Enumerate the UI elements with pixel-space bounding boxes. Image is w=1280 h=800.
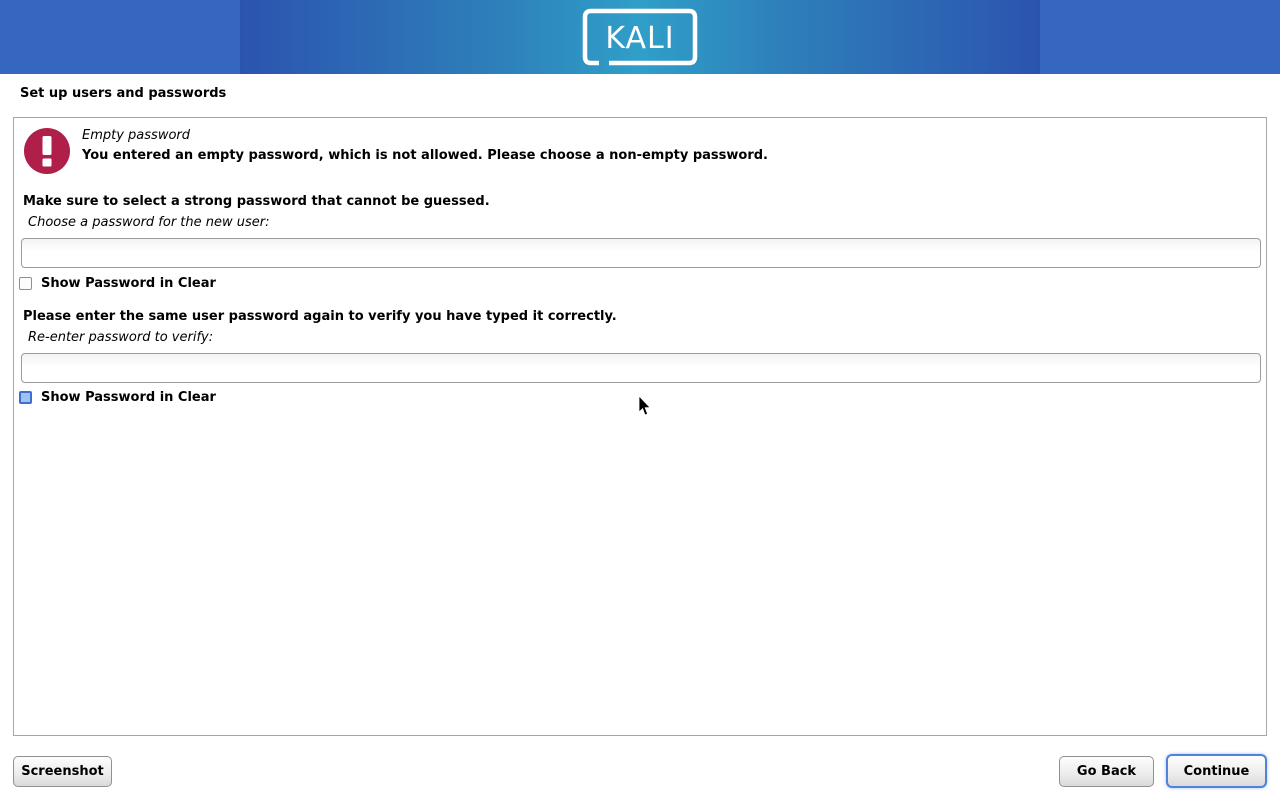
setup-users-panel [13, 117, 1267, 736]
screenshot-button[interactable]: Screenshot [13, 756, 112, 787]
error-title: Empty password [82, 128, 190, 143]
error-message: You entered an empty password, which is not allowed. Please choose a non-empty password. [82, 148, 768, 163]
password-input[interactable] [21, 238, 1261, 268]
kali-logo-text: KALI [605, 21, 675, 56]
error-exclamation-icon [24, 128, 70, 174]
show-password-label-2: Show Password in Clear [41, 390, 216, 405]
kali-banner [0, 0, 1280, 74]
show-password-checkbox-1[interactable] [19, 277, 32, 290]
verify-field-label: Re-enter password to verify: [28, 330, 214, 345]
password-field-label: Choose a password for the new user: [28, 215, 270, 230]
show-password-checkbox-row-2[interactable] [19, 390, 216, 405]
verify-instruction: Please enter the same user password again to verify you have typed it correctly. [23, 309, 617, 324]
password-instruction: Make sure to select a strong password that cannot be guessed. [23, 194, 490, 209]
show-password-label-1: Show Password in Clear [41, 276, 216, 291]
go-back-button[interactable]: Go Back [1059, 756, 1154, 787]
continue-button[interactable]: Continue [1166, 754, 1267, 788]
verify-password-input[interactable] [21, 353, 1261, 383]
show-password-checkbox-row-1[interactable] [19, 276, 216, 291]
show-password-checkbox-2[interactable] [19, 391, 32, 404]
kali-logo-icon [582, 8, 698, 66]
page-title: Set up users and passwords [20, 86, 227, 101]
